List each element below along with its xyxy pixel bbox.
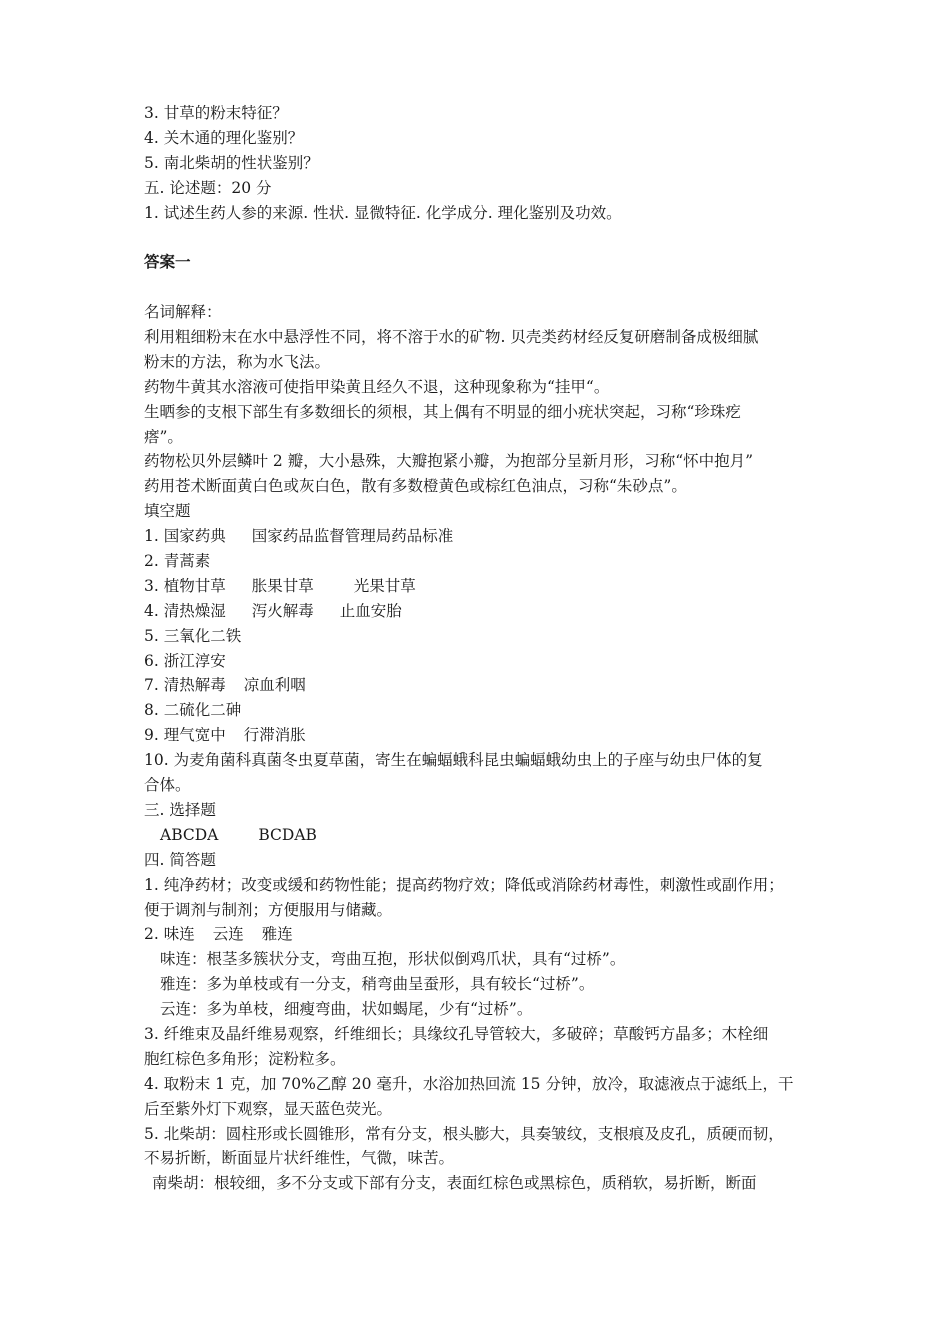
short-answer-1-line-1: 1. 纯净药材；改变或缓和药物性能；提高药物疗效；降低或消除药材毒性，刺激性或副作用； [144, 875, 784, 894]
term-5: 药用苍术断面黄白色或灰白色，散有多数橙黄色或棕红色油点，习称“朱砂点”。 [144, 477, 687, 496]
fill-answer-4-part-1: 4. 清热燥湿 [144, 601, 226, 620]
term-2: 药物牛黄其水溶液可使指甲染黄且经久不退，这种现象称为“挂甲“。 [144, 377, 610, 396]
term-1-line-1: 利用粗细粉末在水中悬浮性不同，将不溶于水的矿物. 贝壳类药材经反复研磨制备成极细腻 [144, 328, 759, 347]
short-answer-2-yalian: 雅连：多为单枝或有一分支，稍弯曲呈蚕形，具有较长“过桥”。 [160, 975, 595, 994]
short-answer-4-line-1: 4. 取粉末 1 克，加 70%乙醇 20 毫升，水浴加热回流 15 分钟，放冷，取滤液点于滤纸上，干 [144, 1074, 794, 1093]
fill-answer-1-part-1: 1. 国家药典 [144, 527, 226, 546]
short-answer-5-line-2: 不易折断，断面显片状纤维性，气微，味苦。 [144, 1149, 455, 1168]
fill-answer-1-part-2: 国家药品监督管理局药品标准 [251, 527, 454, 546]
term-1-line-2: 粉末的方法，称为水飞法。 [144, 352, 331, 371]
spacer [144, 275, 816, 300]
terms-heading: 名词解释： [144, 303, 222, 322]
term-4: 药物松贝外层鳞叶 2 瓣，大小悬殊，大瓣抱紧小瓣，为抱部分呈新月形，习称“怀中抱月” [144, 452, 754, 471]
fill-answer-3-part-2: 胀果甘草 [251, 576, 314, 595]
fill-answer-3-part-1: 3. 植物甘草 [144, 576, 226, 595]
fill-answer-7 [144, 673, 816, 698]
fill-answer-4 [144, 599, 816, 624]
short-answer-2-weilian: 味连：根茎多簇状分支，弯曲互抱，形状似倒鸡爪状，具有“过桥”。 [160, 950, 626, 969]
fill-answer-3 [144, 574, 816, 599]
choice-heading: 三. 选择题 [144, 800, 216, 819]
fill-answer-9-part-1: 9. 理气宽中 [144, 726, 226, 745]
short-heading: 四. 简答题 [144, 850, 216, 869]
fill-answer-1 [144, 524, 816, 549]
short-answer-2-part-3: 雅连 [261, 925, 293, 944]
short-answer-2-part-2: 云连 [212, 925, 244, 944]
fill-heading: 填空题 [144, 502, 191, 521]
short-answer-1-line-2: 便于调剂与制剂；方便服用与储藏。 [144, 900, 393, 919]
document-page [144, 101, 816, 1196]
short-answer-5-line-1: 5. 北柴胡：圆柱形或长圆锥形，常有分支，根头膨大，具奏皱纹，支根痕及皮孔，质硬而韧， [144, 1124, 784, 1143]
fill-answer-4-part-2: 泻火解毒 [251, 601, 314, 620]
section-five-heading: 五. 论述题：20 分 [144, 178, 272, 197]
short-answer-4-line-2: 后至紫外灯下观察，显天蓝色荧光。 [144, 1099, 393, 1118]
fill-answer-2: 2. 青蒿素 [144, 552, 211, 571]
fill-answer-5: 5. 三氧化二铁 [144, 626, 242, 645]
fill-answer-9-part-2: 行滞消胀 [243, 726, 306, 745]
question-3: 3. 甘草的粉末特征？ [144, 104, 288, 122]
fill-answer-8: 8. 二硫化二砷 [144, 701, 242, 720]
fill-answer-10-line-1: 10. 为麦角菌科真菌冬虫夏草菌，寄生在蝙蝠蛾科昆虫蝙蝠蛾幼虫上的子座与幼虫尸体的复 [144, 751, 763, 770]
short-answer-2-yunlian: 云连：多为单枝，细瘦弯曲，状如蝎尾，少有“过桥”。 [160, 1000, 533, 1019]
choice-answers [144, 823, 816, 848]
fill-answer-7-part-2: 凉血利咽 [243, 676, 306, 695]
essay-question-1: 1. 试述生药人参的来源. 性状. 显微特征. 化学成分. 理化鉴别及功效。 [144, 203, 622, 222]
short-answer-2-part-1: 2. 味连 [144, 925, 195, 944]
question-4: 4. 关木通的理化鉴别？ [144, 128, 304, 147]
fill-answer-9 [144, 723, 816, 748]
short-answer-2-title [144, 922, 816, 947]
question-5: 5. 南北柴胡的性状鉴别？ [144, 153, 319, 172]
fill-answer-4-part-3: 止血安胎 [339, 601, 402, 620]
short-answer-3-line-1: 3. 纤维束及晶纤维易观察，纤维细长；具缘纹孔导管较大，多破碎；草酸钙方晶多；木栓细 [144, 1024, 769, 1043]
choice-group-2: BCDAB [258, 825, 317, 844]
term-3-line-2: 瘩”。 [144, 427, 183, 446]
spacer [144, 225, 816, 250]
fill-answer-6: 6. 浙江淳安 [144, 651, 226, 670]
choice-group-1: ABCDA [160, 825, 219, 844]
short-answer-3-line-2: 胞红棕色多角形；淀粉粒多。 [144, 1049, 346, 1068]
short-answer-5-line-3: 南柴胡：根较细，多不分支或下部有分支，表面红棕色或黑棕色，质稍软，易折断，断面 [152, 1174, 757, 1193]
fill-answer-3-part-3: 光果甘草 [353, 576, 416, 595]
answer-title: 答案一 [144, 253, 191, 272]
fill-answer-10-line-2: 合体。 [144, 776, 191, 795]
term-3-line-1: 生晒参的支根下部生有多数细长的须根，其上偶有不明显的细小疣状突起，习称“珍珠疙 [144, 402, 741, 421]
fill-answer-7-part-1: 7. 清热解毒 [144, 676, 226, 695]
